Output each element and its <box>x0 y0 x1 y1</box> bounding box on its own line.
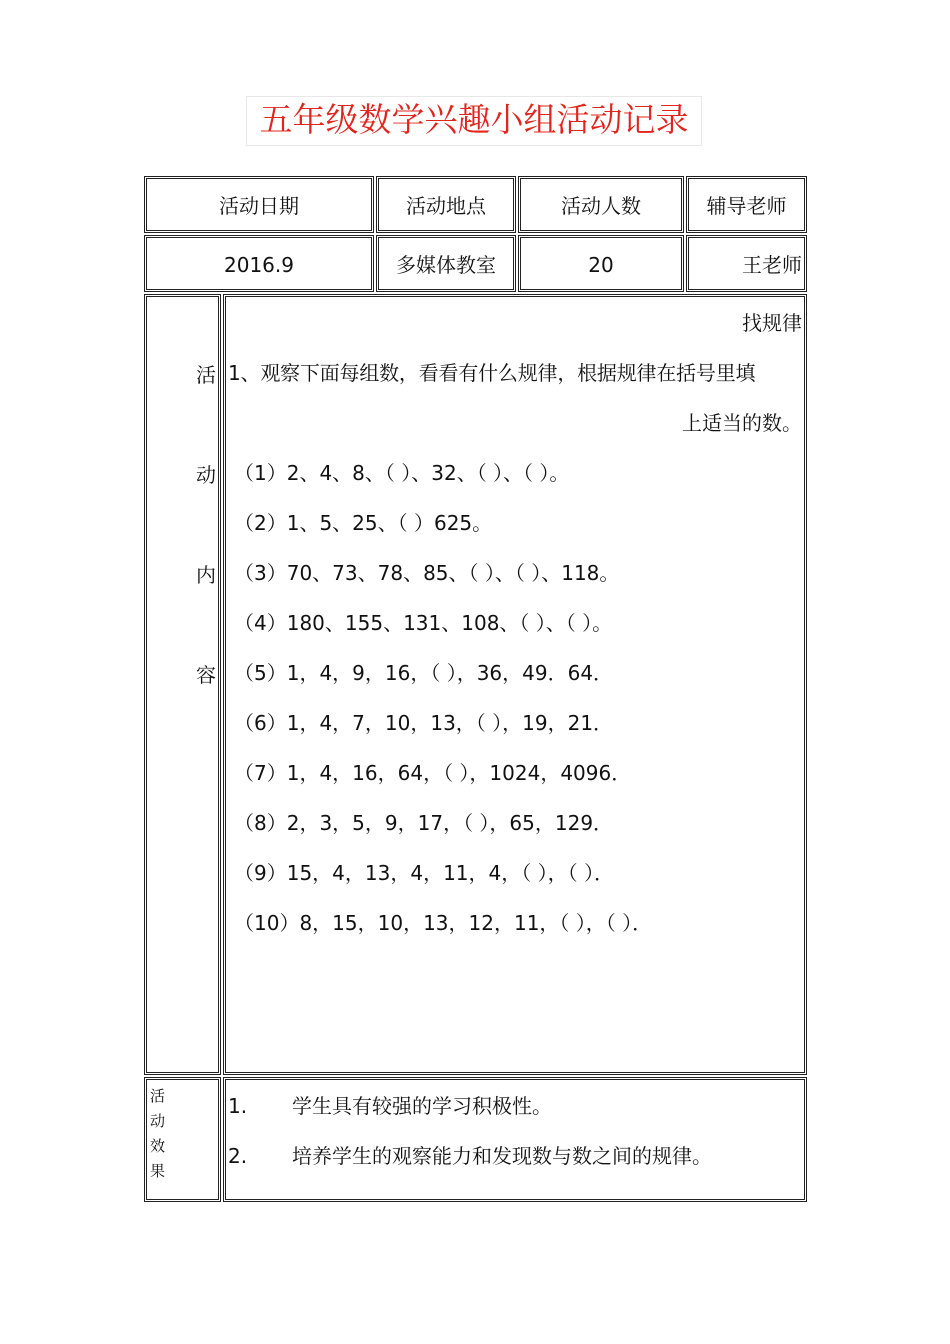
header-cell-teacher <box>686 176 807 233</box>
problem-line: （3）70、73、78、85、（ ）、（ ）、118。 <box>234 561 620 585</box>
effect-label-char: 动 <box>150 1112 166 1130</box>
problem-line: （1）2、4、8、（ ）、32、（ ）、（ ）。 <box>234 461 570 485</box>
instruction-line-1: 1、观察下面每组数，看看有什么规律，根据规律在括号里填 <box>228 361 756 385</box>
content-label-cell <box>144 294 221 1075</box>
value-cell-place <box>376 235 516 292</box>
problem-line: （2）1、5、25、（ ）625。 <box>234 511 493 535</box>
date-value: 2016.9 <box>224 253 294 277</box>
effect-label-char: 效 <box>150 1137 166 1155</box>
effect-number: 2. <box>228 1144 248 1168</box>
effect-label-char: 果 <box>150 1162 166 1180</box>
problem-line: （4）180、155、131、108、（ ）、（ ）。 <box>234 611 613 635</box>
place-value: 多媒体教室 <box>396 253 496 277</box>
problem-line: （5）1，4，9，16，（ ），36，49．64． <box>234 661 614 685</box>
effect-label-char: 活 <box>150 1087 166 1105</box>
header-cell-date <box>144 176 374 233</box>
value-cell-count <box>518 235 684 292</box>
problem-line: （9）15，4，13，4，11，4，（ ），（ ）． <box>234 861 614 885</box>
page-title: 五年级数学兴趣小组活动记录 <box>246 96 702 146</box>
count-value: 20 <box>588 253 614 277</box>
problem-line: （10）8，15，10，13，12，11，（ ），（ ）． <box>234 911 653 935</box>
effect-text: 学生具有较强的学习积极性。 <box>292 1094 552 1118</box>
problem-line: （7）1，4，16，64，（ ），1024，4096． <box>234 761 632 785</box>
value-cell-teacher <box>686 235 807 292</box>
count-label: 活动人数 <box>561 194 641 218</box>
teacher-label: 辅导老师 <box>706 194 787 218</box>
content-label-char: 容 <box>196 663 216 687</box>
effect-text: 培养学生的观察能力和发现数与数之间的规律。 <box>292 1144 712 1168</box>
date-label: 活动日期 <box>219 194 299 218</box>
problem-line: （8）2，3，5，9，17，（ ），65，129． <box>234 811 614 835</box>
content-label-char: 活 <box>196 363 216 387</box>
effect-body-cell <box>223 1077 807 1202</box>
content-body-cell <box>223 294 807 1075</box>
teacher-value: 王老师 <box>742 253 802 277</box>
instruction-line-2: 上适当的数。 <box>682 411 802 435</box>
header-cell-count <box>518 176 684 233</box>
problem-line: （6）1，4，7，10，13，（ ），19，21． <box>234 711 614 735</box>
effect-number: 1. <box>228 1094 248 1118</box>
place-label: 活动地点 <box>406 194 486 218</box>
content-heading: 找规律 <box>742 311 802 335</box>
value-cell-date <box>144 235 374 292</box>
effect-label-cell <box>144 1077 221 1202</box>
header-cell-place <box>376 176 516 233</box>
content-label-char: 内 <box>196 563 216 587</box>
content-label-char: 动 <box>196 463 216 487</box>
